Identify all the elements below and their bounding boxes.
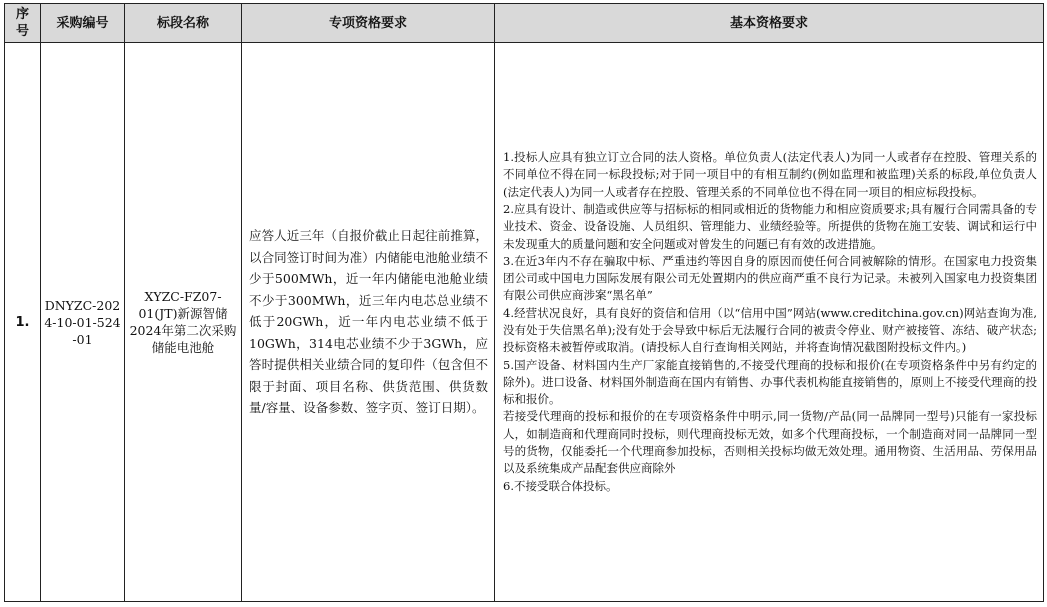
basic-requirement-item: 3.在近3年内不存在骗取中标、严重违约等因自身的原因而使任何合同被解除的情形。在国家电力投资集团公司或中国电力国际发展有限公司无处置期内的供应商严重不良行为记录。未被列入国家电力投资集团有限公司供应商涉案“黑名单” xyxy=(503,253,1037,303)
header-procurement-code: 采购编号 xyxy=(41,4,125,43)
table-row xyxy=(5,43,1044,602)
header-serial-char1: 序 xyxy=(15,7,29,22)
row-lot-name: XYZC-FZ07-01(JT)新源智储2024年第二次采购储能电池舱 xyxy=(125,43,242,602)
header-basic-requirements: 基本资格要求 xyxy=(495,4,1044,43)
basic-requirement-item: 6.不接受联合体投标。 xyxy=(503,478,618,493)
row-serial-number: 1. xyxy=(5,43,41,602)
basic-requirement-item: 若接受代理商的投标和报价的在专项资格条件中明示,同一货物/产品(同一品牌同一型号)只能有一家投标人，如制造商和代理商同时投标，则代理商投标无效，如多个代理商投标，一个制造商对同一品牌同一型号的货物，仅能委托一个代理商参加投标，否则相关投标均做无效处理。通用物资、生活用品、劳保用品以及系统集成产品配套供应商除外 xyxy=(503,409,1037,476)
basic-requirement-item: 1.投标人应具有独立订立合同的法人资格。单位负责人(法定代表人)为同一人或者存在控股、管理关系的不同单位不得在同一标段投标;对于同一项目中的有相互制约(例如监理和被监理)关系的标段,单位负责人(法定代表人)为同一人或者存在控股、管理关系的不同单位也不得在同一项目的相应标段投标。 xyxy=(503,150,1037,199)
row-procurement-code: DNYZC-2024-10-01-524-01 xyxy=(41,43,125,602)
header-serial-char2: 号 xyxy=(15,24,29,39)
row-basic-requirements xyxy=(495,43,1044,602)
row-special-requirements: 应答人近三年（自报价截止日起往前推算，以合同签订时间为准）内储能电池舱业绩不少于500MWh，近一年内储能电池舱业绩不少于300MWh，近三年内电芯总业绩不低于20GWh，近一年内电芯业绩不低于10GWh，314电芯业绩不少于3GWh，应答时提供相关业绩合同的复印件（包含但不限于封面、项目名称、供货范围、供货数量/容量、设备参数、签字页、签订日期）。 xyxy=(242,43,495,602)
header-lot-name: 标段名称 xyxy=(125,4,242,43)
basic-requirement-item: 5.国产设备、材料国内生产厂家能直接销售的,不接受代理商的投标和报价(在专项资格条件中另有约定的除外)。进口设备、材料国外制造商在国内有销售、办事代表机构能直接销售的，原则上不接受代理商的投标和报价。 xyxy=(503,357,1037,407)
header-special-requirements: 专项资格要求 xyxy=(242,4,495,43)
qualification-table xyxy=(4,3,1044,602)
basic-requirement-item: 4.经营状况良好，具有良好的资信和信用（以“信用中国”网站(www.creditchina.gov.cn)网站查询为准,没有处于失信黑名单);没有处于会导致中标后无法履行合同的被责令停业、财产被接管、冻结、破产状态;投标资格未被暂停或取消。(请投标人自行查询相关网站，并将查询情况截图附投标文件内。) xyxy=(503,305,1037,355)
basic-requirement-item: 2.应具有设计、制造或供应等与招标标的相同或相近的货物能力和相应资质要求;具有履行合同需具备的专业技术、资金、设备设施、人员组织、管理能力、业绩经验等。所提供的货物在施工安装、调试和运行中未发现重大的质量问题和安全问题或对曾发生的问题已有有效的改进措施。 xyxy=(503,201,1037,251)
header-serial-number xyxy=(5,4,41,43)
header-row xyxy=(5,4,1044,43)
